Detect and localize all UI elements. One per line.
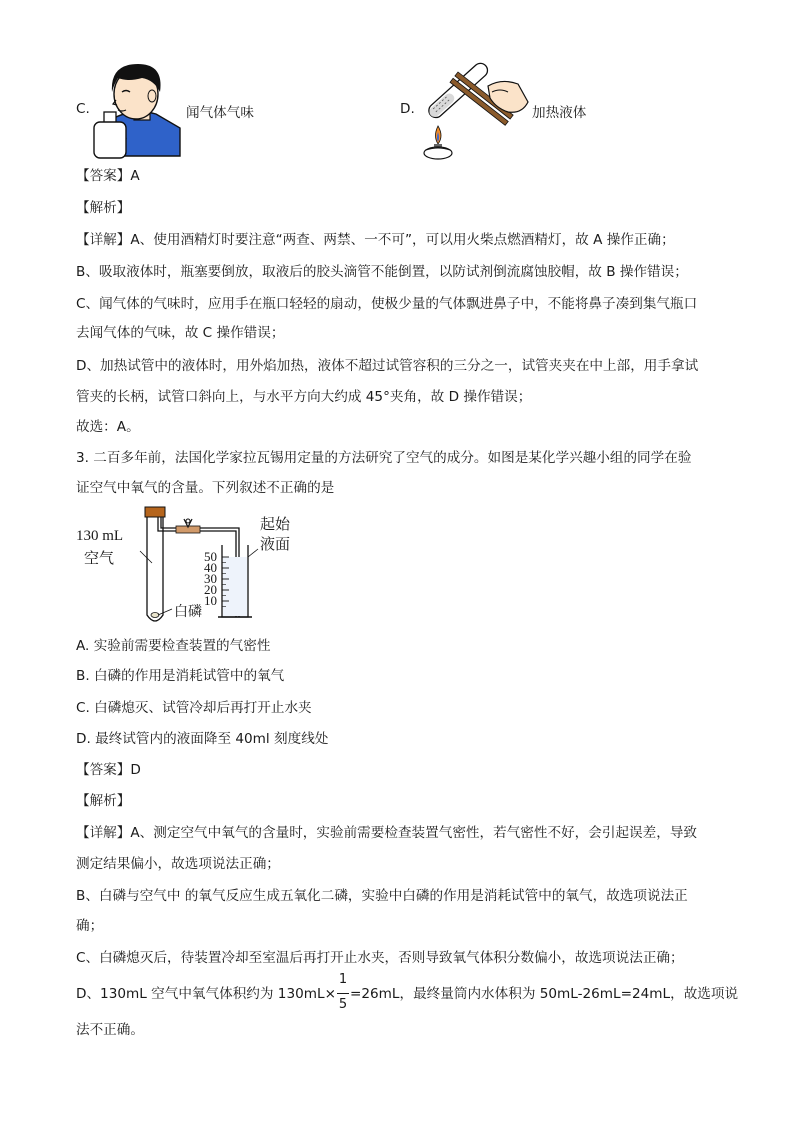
q2-choice: 故选：A。 [76, 419, 140, 435]
volume-label: 130 mL [76, 528, 124, 544]
fraction-denominator: 5 [338, 997, 348, 1012]
q3-detail-d1-pre: D、130mL 空气中氧气体积约为 130mL× [76, 986, 336, 1002]
smelling-gas-illustration [94, 58, 186, 158]
q2-detail-b: B、吸取液体时，瓶塞要倒放，取液后的胶头滴管不能倒置，以防试剂倒流腐蚀胶帽，故 B 操作错误； [76, 264, 688, 280]
option-d-letter: D. [400, 101, 415, 117]
q3-detail-d1-post: =26mL，最终量筒内水体积为 50mL-26mL=24mL，故选项说 [349, 986, 739, 1002]
q2-detail-c2: 去闻气体的气味，故 C 操作错误； [76, 325, 285, 341]
air-label: 空气 [84, 551, 115, 567]
option-d-caption: 加热液体 [532, 105, 587, 121]
q3-analysis: 【解析】 [76, 793, 131, 809]
q2-detail-d1: D、加热试管中的液体时，用外焰加热，液体不超过试管容积的三分之一，试管夹夹在中上部，用手拿试 [76, 358, 699, 374]
q3-option-a: A. 实验前需要检查装置的气密性 [76, 638, 271, 654]
q3-answer: 【答案】D [76, 762, 141, 778]
option-c-caption: 闻气体气味 [186, 105, 254, 121]
scale-mark-40: 40 [204, 560, 217, 575]
scale-mark-10: 10 [204, 593, 217, 608]
fraction-bar [337, 993, 349, 994]
scale-mark-50: 50 [204, 549, 217, 564]
q3-detail-c: C、白磷熄灭后，待装置冷却至室温后再打开止水夹，否则导致氧气体积分数偏小，故选项说法正确； [76, 950, 684, 966]
q3-option-c: C. 白磷熄灭、试管冷却后再打开止水夹 [76, 700, 312, 716]
q3-option-b: B. 白磷的作用是消耗试管中的氧气 [76, 668, 285, 684]
q3-stem-line-1: 3. 二百多年前，法国化学家拉瓦锡用定量的方法研究了空气的成分。如图是某化学兴趣小组的同学在验 [76, 450, 692, 466]
scale-mark-20: 20 [204, 582, 217, 597]
q2-detail-d2: 管夹的长柄，试管口斜向上，与水平方向大约成 45°夹角，故 D 操作错误； [76, 389, 532, 405]
q3-stem-line-2: 证空气中氧气的含量。下列叙述不正确的是 [76, 480, 335, 496]
fraction [336, 972, 350, 1012]
q2-analysis: 【解析】 [76, 200, 131, 216]
q2-answer: 【答案】A [76, 168, 140, 184]
q3-detail-d2: 法不正确。 [76, 1022, 144, 1038]
white-phosphorus-label: 白磷 [174, 605, 202, 620]
q2-detail-c1: C、闻气体的气味时，应用手在瓶口轻轻的扇动，使极少量的气体飘进鼻子中，不能将鼻子凑到集气瓶口 [76, 296, 698, 312]
q3-option-d: D. 最终试管内的液面降至 40ml 刻度线处 [76, 731, 329, 747]
option-c-letter: C. [76, 101, 90, 117]
q3-detail-d1 [76, 972, 739, 1012]
oxygen-experiment-figure [72, 505, 322, 630]
fraction-numerator: 1 [338, 972, 348, 987]
q2-detail-a: 【详解】A、使用酒精灯时要注意“两查、两禁、一不可”，可以用火柴点燃酒精灯，故 A 操作正确； [76, 232, 675, 248]
q3-detail-b2: 确； [76, 918, 104, 934]
scale-mark-30: 30 [204, 571, 217, 586]
q3-detail-a1: 【详解】A、测定空气中氧气的含量时，实验前需要检查装置气密性，若气密性不好，会引起误差，导致 [76, 825, 698, 841]
q3-detail-a2: 测定结果偏小，故选项说法正确； [76, 856, 280, 872]
heating-liquid-illustration [418, 52, 530, 160]
q3-detail-b1: B、白磷与空气中 的氧气反应生成五氧化二磷，实验中白磷的作用是消耗试管中的氧气，故选项说法正 [76, 888, 688, 904]
start-level-label-2: 液面 [260, 537, 291, 553]
start-level-label-1: 起始 [260, 517, 291, 533]
